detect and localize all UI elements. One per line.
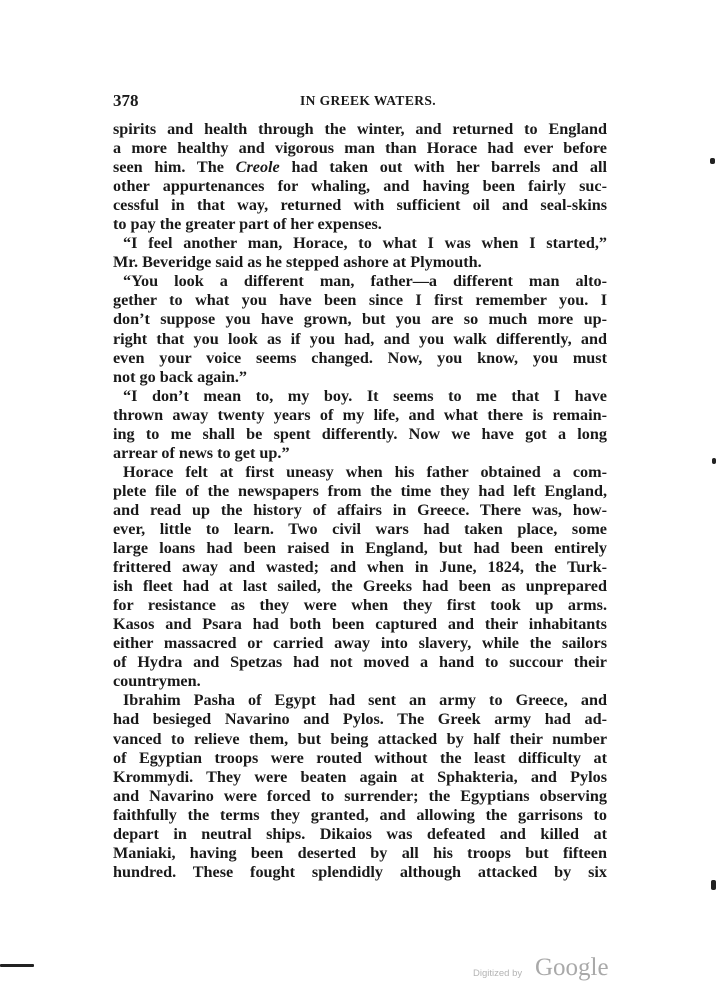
text-line: “You look a different man, father—a different man alto- — [123, 272, 607, 291]
text-line: for resistance as they were when they first took up arms. — [113, 596, 607, 615]
ship-name: Creole — [235, 158, 280, 177]
text-line: depart in neutral ships. Dikaios was defeated and killed at — [113, 824, 607, 843]
text-line: ing to me shall be spent differently. Now we have got a long — [113, 424, 607, 443]
text-line: Maniaki, having been deserted by all his troops but fifteen — [113, 843, 607, 862]
text-line: ish fleet had at last sailed, the Greeks had been as unprepared — [113, 577, 607, 596]
text-line: seen him. The Creole had taken out with her barrels and all — [113, 158, 607, 177]
page-header — [113, 91, 607, 113]
text-line: cessful in that way, returned with sufficient oil and seal-skins — [113, 196, 607, 215]
text-line: to pay the greater part of her expenses. — [113, 215, 382, 234]
text-line: plete file of the newspapers from the time they had left England, — [113, 481, 607, 500]
text-line: other appurtenances for whaling, and having been fairly suc- — [113, 177, 607, 196]
text-line: “I feel another man, Horace, to what I was when I started,” — [123, 234, 607, 253]
scan-mark — [0, 964, 34, 967]
google-logo-text: Google — [535, 954, 609, 981]
scan-mark — [710, 158, 715, 164]
text-line: a more healthy and vigorous man than Horace had ever before — [113, 139, 607, 158]
text-line: arrear of news to get up.” — [113, 443, 290, 462]
text-line: vanced to relieve them, but being attacked by half their number — [113, 729, 607, 748]
text-line: faithfully the terms they granted, and allowing the garrisons to — [113, 805, 607, 824]
text-line: not go back again.” — [113, 367, 248, 386]
text-line: Krommydi. They were beaten again at Sphakteria, and Pylos — [113, 767, 607, 786]
text-line: gether to what you have been since I first remember you. I — [113, 291, 607, 310]
text-line: don’t suppose you have grown, but you are so much more up- — [113, 310, 607, 329]
text-line: even your voice seems changed. Now, you know, you must — [113, 348, 607, 367]
text-line: Kasos and Psara had both been captured and their inhabitants — [113, 615, 607, 634]
text-line: Horace felt at first uneasy when his father obtained a com- — [123, 462, 607, 481]
text-line: had besieged Navarino and Pylos. The Greek army had ad- — [113, 710, 607, 729]
body-text — [113, 120, 607, 882]
page-number: 378 — [113, 91, 139, 110]
running-head: IN GREEK WATERS. — [300, 93, 437, 108]
text-line: large loans had been raised in England, but had been entirely — [113, 539, 607, 558]
text-line: either massacred or carried away into slavery, while the sailors — [113, 634, 607, 653]
text-line: “I don’t mean to, my boy. It seems to me that I have — [123, 386, 607, 405]
scan-mark — [712, 458, 716, 464]
text-line: Mr. Beveridge said as he stepped ashore at Plymouth. — [113, 253, 482, 272]
text-line: spirits and health through the winter, and returned to England — [113, 120, 607, 138]
digitized-by-text: Digitized by — [473, 968, 523, 979]
text-line: and Navarino were forced to surrender; the Egyptians observing — [113, 786, 607, 805]
text-line: and read up the history of affairs in Greece. There was, how- — [113, 500, 607, 519]
text-line: ever, little to learn. Two civil wars had taken place, some — [113, 519, 607, 538]
text-line: of Hydra and Spetzas had not moved a hand to succour their — [113, 653, 607, 672]
text-line: Ibrahim Pasha of Egypt had sent an army to Greece, and — [123, 691, 607, 710]
text-line: of Egyptian troops were routed without the least difficulty at — [113, 748, 607, 767]
text-line: right that you look as if you had, and you walk differently, and — [113, 329, 607, 348]
text-line: frittered away and wasted; and when in June, 1824, the Turk- — [113, 558, 607, 577]
text-line: thrown away twenty years of my life, and what there is remain- — [113, 405, 607, 424]
text-line: hundred. These fought splendidly although attacked by six — [113, 862, 607, 881]
digitized-by-google-watermark — [473, 954, 633, 984]
text-line: countrymen. — [113, 672, 201, 691]
scan-mark — [711, 880, 716, 890]
